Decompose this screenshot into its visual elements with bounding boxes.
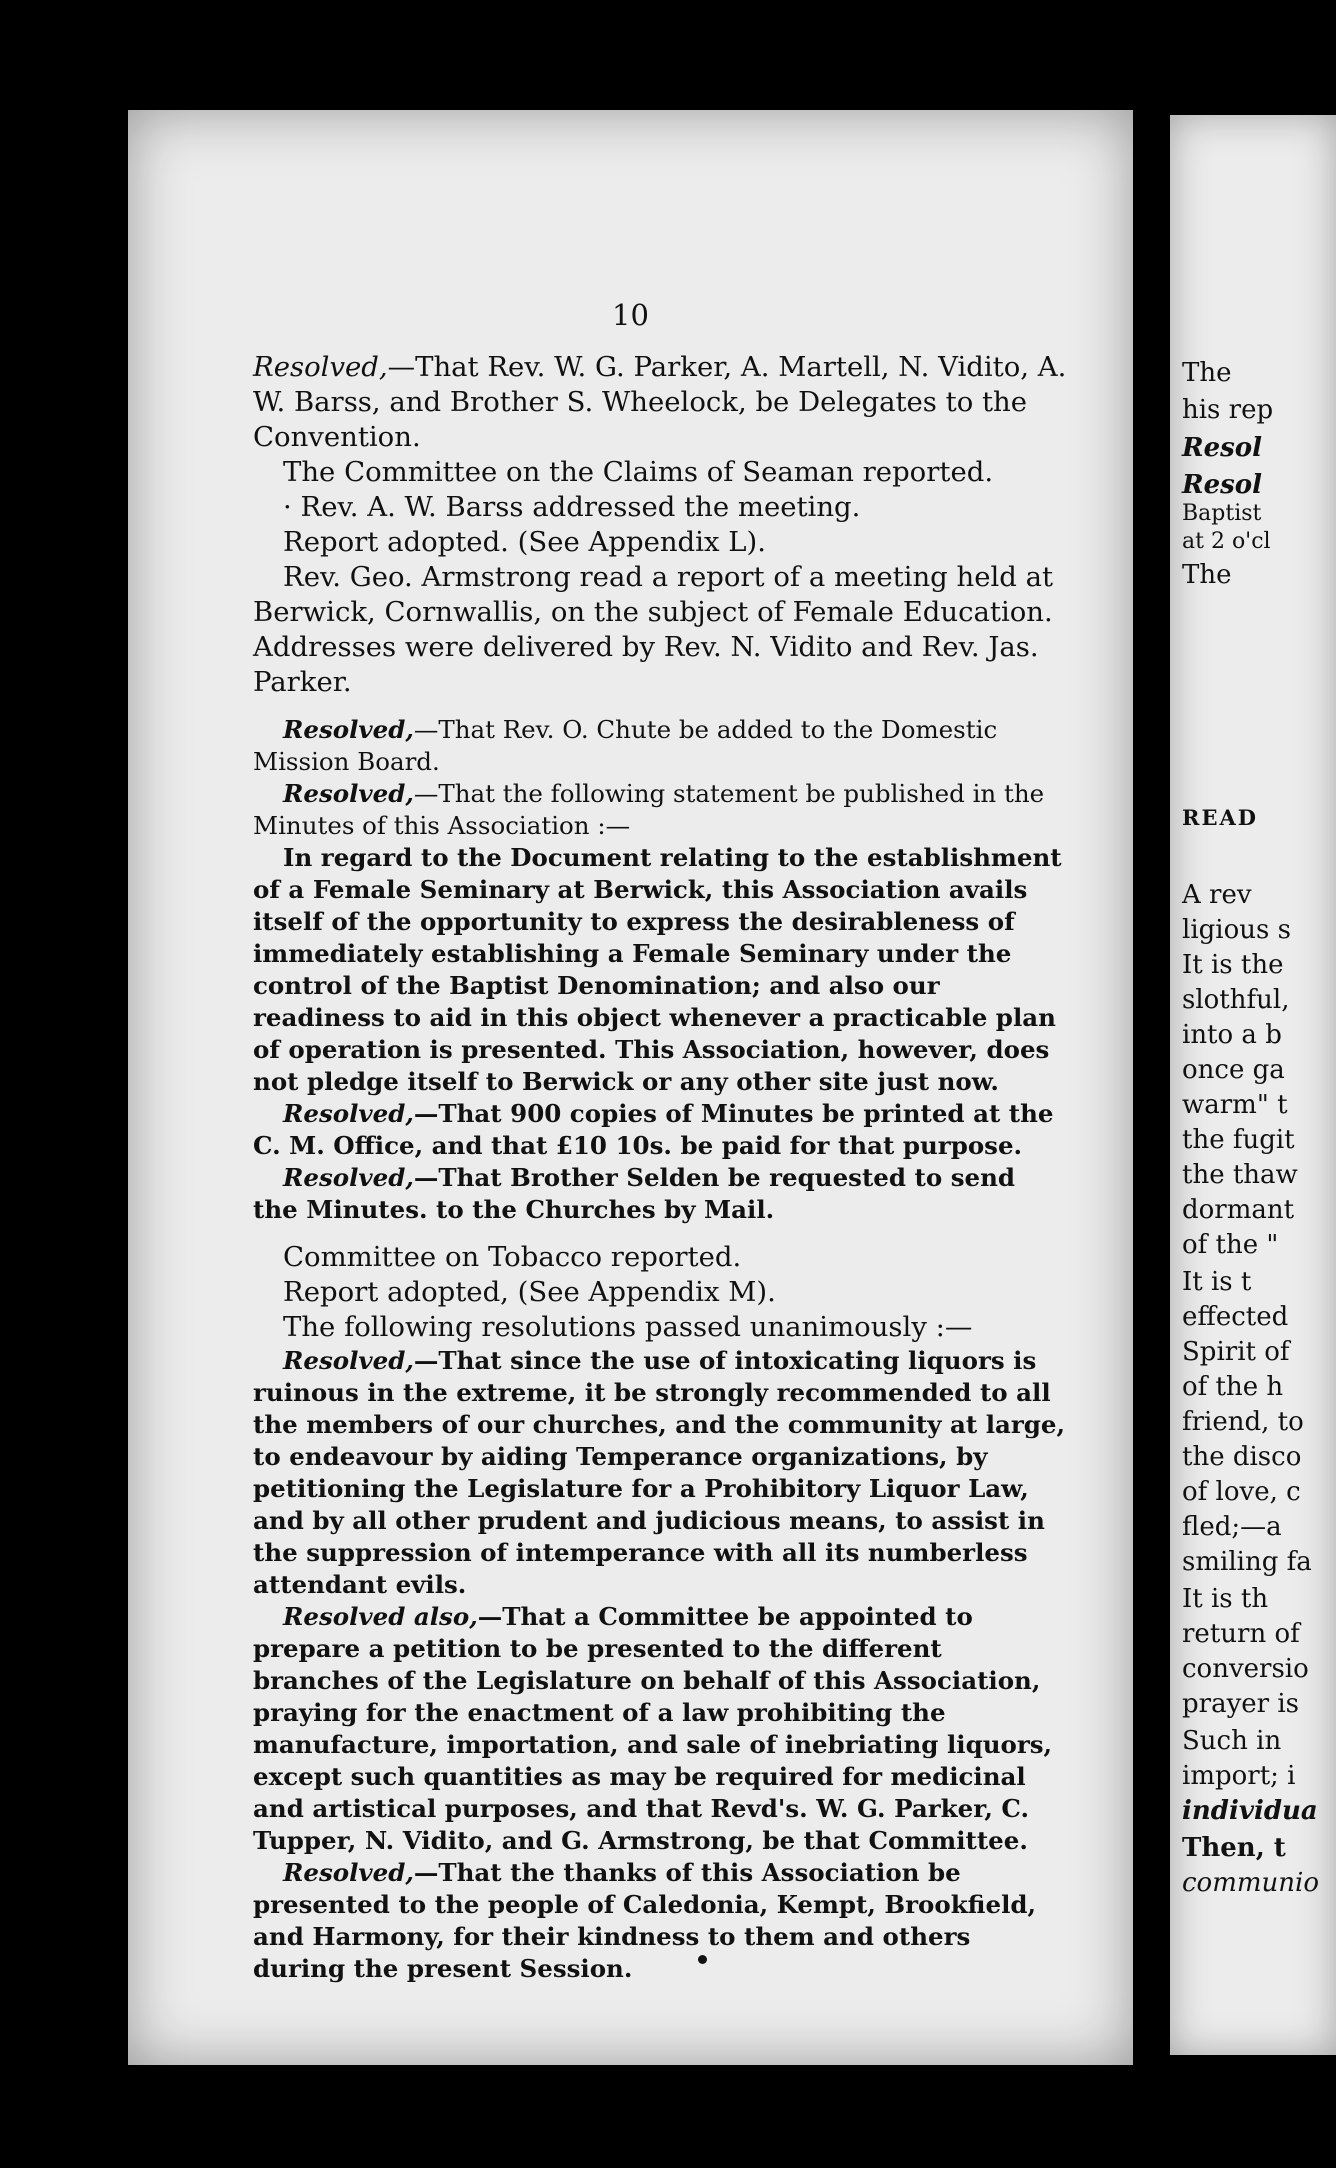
fragment-line: The [1182,560,1232,590]
fragment-line: his rep [1182,395,1274,425]
fragment-line: prayer is [1182,1689,1299,1719]
fragment-line: the disco [1182,1442,1302,1472]
left-page [128,110,1133,2065]
fragment-line: at 2 o'cl [1182,529,1271,554]
paragraph: Resolved also,—That a Committee be appointed to prepare a petition to be presented to the different branches of the Legislature on behalf of this Association, praying for the enactment of a law prohibiting the manufacture, importation, and sale of inebriating liquors, except such quantities as may be required for medicinal and artistical purposes, and that Revd's. W. G. Parker, C. Tupper, N. Vidito, and G. Armstrong, be that Committee. [253,1602,1053,1855]
paragraph: Resolved,—That the following statement be published in the Minutes of this Association :— [253,779,1045,840]
fragment-line: warm" t [1182,1090,1288,1120]
fragment-line: communio [1182,1868,1319,1898]
paragraph: In regard to the Document relating to the establishment of a Female Seminary at Berwick, this Association avails itself of the opportunity to express the desirableness of immediately establishing a Female Seminary under the control of the Baptist Denomination; and also our readiness to aid in this object whenever a practicable plan of operation is presented. This Association, however, does not pledge itself to Berwick or any other site just now. [253,843,1062,1096]
fragment-line: individua [1182,1796,1318,1826]
fragment-line: Baptist [1182,501,1262,526]
paragraph: Rev. Geo. Armstrong read a report of a meeting held at Berwick, Cornwallis, on the subject of Female Education. Addresses were delivered by Rev. N. Vidito and Rev. Jas. Parker. [253,561,1054,698]
fragment-line: A rev [1182,880,1252,910]
fragment-line: It is th [1182,1584,1269,1614]
paragraph: Resolved,—That Rev. O. Chute be added to the Domestic Mission Board. [253,715,998,776]
section-heading: READ [1182,805,1258,830]
page-body [253,350,1068,1985]
fragment-line: The [1182,358,1232,388]
fragment-line: Resol [1182,470,1263,500]
fragment-line: of the " [1182,1230,1279,1260]
fragment-line: of the h [1182,1372,1284,1402]
paragraph: Report adopted. (See Appendix L). [283,526,766,558]
fragment-line: once ga [1182,1055,1285,1085]
paragraph: Resolved,—That Brother Selden be requested to send the Minutes. to the Churches by Mail. [253,1163,1016,1224]
fragment-line: friend, to [1182,1407,1304,1437]
paragraph: The following resolutions passed unanimously :— [283,1311,973,1343]
right-page-fragment [1170,115,1336,2055]
fragment-line: Then, t [1182,1833,1286,1863]
fragment-line: It is the [1182,950,1284,980]
fragment-line: conversio [1182,1654,1309,1684]
fragment-line: return of [1182,1619,1300,1649]
fragment-line: smiling fa [1182,1547,1312,1577]
fragment-line: the thaw [1182,1160,1298,1190]
fragment-line: of love, c [1182,1477,1301,1507]
paragraph: Resolved,—That since the use of intoxicating liquors is ruinous in the extreme, it be strongly recommended to all the members of our churches, and the community at large, to endeavour by aiding Temperance organizations, by petitioning the Legislature for a Prohibitory Liquor Law, and by all other prudent and judicious means, to assist in the suppression of intemperance with all its numberless attendant evils. [253,1346,1066,1599]
fragment-line: Resol [1182,433,1263,463]
fragment-line: the fugit [1182,1125,1295,1155]
paragraph: Committee on Tobacco reported. [283,1241,742,1273]
paragraph: The Committee on the Claims of Seaman reported. [283,456,994,488]
fragment-line: ligious s [1182,915,1291,945]
paragraph: Report adopted, (See Appendix M). [283,1276,776,1308]
paragraph: Resolved,—That the thanks of this Association be presented to the people of Caledonia, Kempt, Brookfield, and Harmony, for their kindness to them and others during the present Session. [253,1858,1037,1983]
paragraph: · Rev. A. W. Barss addressed the meeting. [283,491,861,523]
ink-dot [698,1955,707,1964]
fragment-line: Such in [1182,1726,1282,1756]
paragraph: Resolved,—That 900 copies of Minutes be printed at the C. M. Office, and that £10 10s. be paid for that purpose. [253,1099,1054,1160]
fragment-line: dormant [1182,1195,1295,1225]
fragment-line: effected [1182,1302,1289,1332]
fragment-line: into a b [1182,1020,1282,1050]
fragment-line: import; i [1182,1761,1296,1791]
fragment-line: Spirit of [1182,1337,1290,1367]
page-number: 10 [612,298,649,332]
fragment-line: fled;—a [1182,1512,1282,1542]
fragment-line: It is t [1182,1267,1252,1297]
paragraph: Resolved,—That Rev. W. G. Parker, A. Martell, N. Vidito, A. W. Barss, and Brother S. Wheelock, be Delegates to the Convention. [253,351,1067,453]
fragment-line: slothful, [1182,985,1290,1015]
